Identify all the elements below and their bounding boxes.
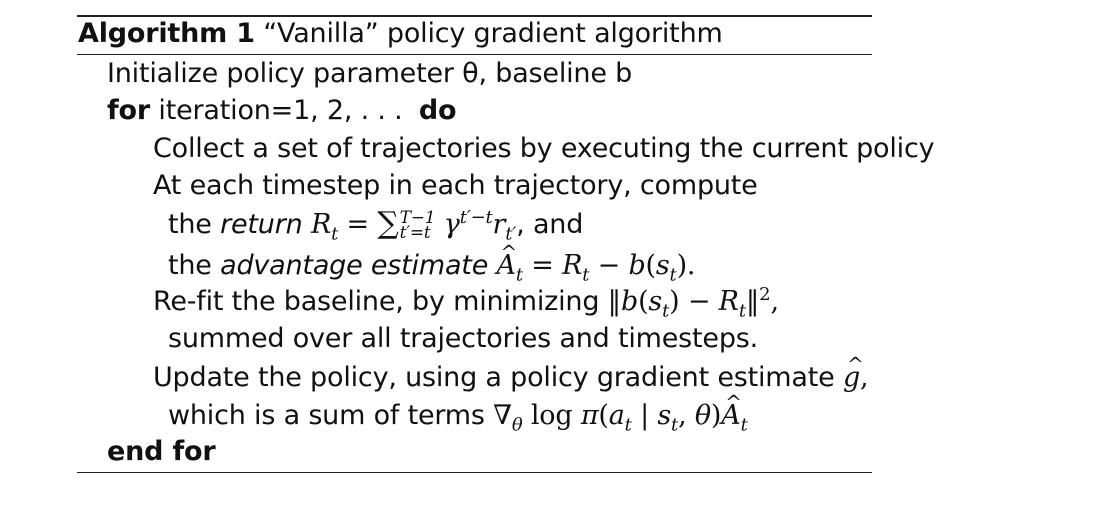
algorithm-title: “Vanilla” policy gradient algorithm bbox=[263, 18, 723, 49]
line-advantage bbox=[168, 250, 696, 286]
for-condition: iteration=1, 2, . . . bbox=[158, 95, 403, 126]
line-collect bbox=[153, 133, 934, 165]
advantage-formula: ^ $A_t = R_t - b(s_t)$. bbox=[497, 250, 696, 281]
which-text: which is a sum of terms bbox=[168, 400, 485, 431]
collect-text: Collect a set of trajectories by executing the current policy bbox=[153, 133, 935, 164]
initialize-text: Initialize policy parameter θ, baseline b bbox=[107, 58, 633, 89]
return-word: return bbox=[220, 209, 303, 240]
bottom-rule bbox=[77, 472, 872, 473]
g-hat: ^ g, bbox=[843, 362, 868, 393]
the-text-1: the bbox=[168, 209, 212, 240]
line-initialize bbox=[107, 58, 632, 90]
advantage-word: advantage estimate bbox=[220, 250, 489, 281]
line-return bbox=[168, 206, 584, 245]
line-end-for bbox=[107, 436, 215, 468]
line-update bbox=[153, 362, 868, 394]
line-summed bbox=[168, 323, 758, 355]
line-for bbox=[107, 95, 456, 127]
do-keyword: do bbox=[418, 95, 457, 126]
and-text: , and bbox=[516, 209, 584, 240]
header-rule bbox=[77, 54, 872, 55]
end-for-keyword: end for bbox=[107, 436, 216, 467]
summed-text: summed over all trajectories and timesteps. bbox=[168, 323, 759, 354]
update-text: Update the policy, using a policy gradient estimate bbox=[153, 362, 835, 393]
return-formula: $R_t$ = ∑ T−1 t′=t $\gamma^{t'-t}r_{t'}$ bbox=[310, 206, 517, 245]
line-which bbox=[168, 400, 748, 436]
each-timestep-text: At each timestep in each trajectory, compute bbox=[153, 170, 758, 201]
gradient-term: $\nabla_\theta$ $\log \pi(a_t$ | $s_t$, θ)^ $A_t$ bbox=[493, 400, 747, 431]
for-keyword: for bbox=[107, 95, 151, 126]
top-rule bbox=[77, 15, 872, 17]
refit-formula: $‖b(s_t)$ − $R_t‖^2$, bbox=[607, 284, 779, 322]
the-text-2: the bbox=[168, 250, 212, 281]
line-each-timestep bbox=[153, 170, 758, 202]
line-refit bbox=[153, 284, 779, 322]
algorithm-label: Algorithm 1 bbox=[78, 18, 255, 49]
algorithm-header bbox=[78, 18, 723, 50]
refit-text: Re-fit the baseline, by minimizing bbox=[153, 286, 600, 317]
